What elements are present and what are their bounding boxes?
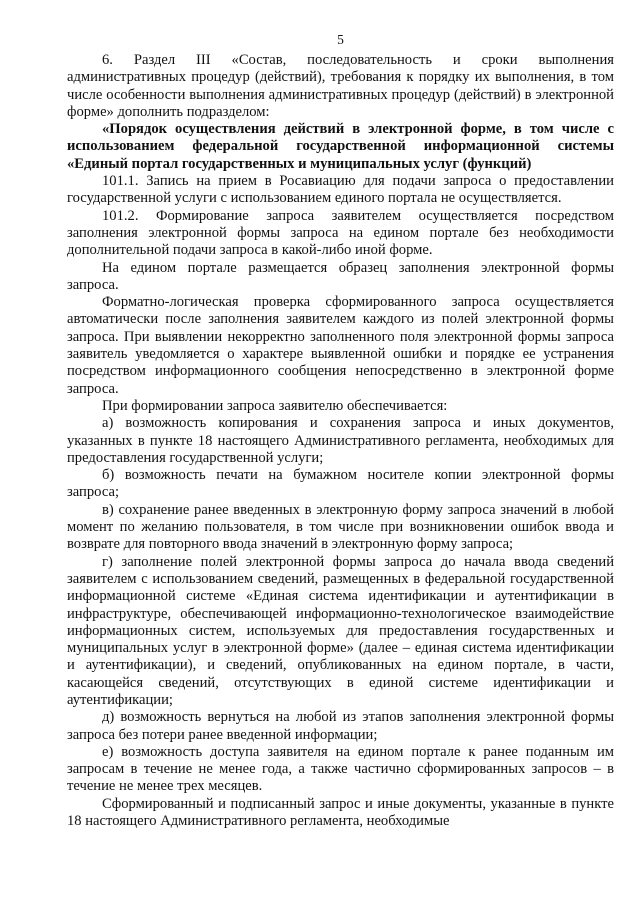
paragraph: 101.1. Запись на прием в Росавиацию для подачи запроса о предоставлении государственной услуги с использованием единого портала не осуществляется.	[67, 173, 614, 207]
paragraph: а) возможность копирования и сохранения запроса и иных документов, указанных в пункте 18 настоящего Административного регламента, необходимых для предоставления государственной услуги;	[67, 415, 614, 466]
paragraph: е) возможность доступа заявителя на едином портале к ранее поданным им запросам в течение не менее года, а также частично сформированных запросов – в течение не менее трех месяцев.	[67, 743, 614, 795]
paragraph: г) заполнение полей электронной формы запроса до начала ввода сведений заявителем с использованием сведений, размещенных в федеральной государственной информационной системе «Единая система идентификации и аутентификации в инфраструктуре, обеспечивающей информационно-технологическое взаимодействие информационных систем, используемых для предоставления государственных и муниципальных услуг в электронной форме» (далее – единая система идентификации и аутентификации), и сведений, опубликованных на едином портале, в части, касающейся сведений, отсутствующих в единой системе идентификации и аутентификации;	[67, 553, 614, 708]
paragraph: д) возможность вернуться на любой из этапов заполнения электронной формы запроса без потери ранее введенной информации;	[67, 709, 614, 743]
section-heading: «Порядок осуществления действий в электронной форме, в том числе с использованием федеральной государственной информационной системы «Единый портал государственных и муниципальных услуг (функций)	[67, 121, 614, 172]
paragraph: Сформированный и подписанный запрос и иные документы, указанные в пункте 18 настоящего Административного регламента, необходимые	[67, 795, 614, 830]
document-body	[67, 52, 614, 830]
paragraph: При формировании запроса заявителю обеспечивается:	[102, 397, 448, 414]
paragraph: 6. Раздел III «Состав, последовательность и сроки выполнения административных процедур (действий), требования к порядку их выполнения, в том числе особенности выполнения административных процедур (действий) в электронной форме» дополнить подразделом:	[67, 52, 614, 120]
paragraph: 101.2. Формирование запроса заявителем осуществляется посредством заполнения электронной формы запроса на едином портале без необходимости дополнительной подачи запроса в какой-либо иной форме.	[67, 207, 614, 259]
paragraph: Форматно-логическая проверка сформированного запроса осуществляется автоматически после заполнения заявителем каждого из полей электронной формы запроса. При выявлении некорректно заполненного поля электронной формы запроса заявитель уведомляется о характере выявленной ошибки и порядке ее устранения посредством информационного сообщения непосредственно в электронной форме запроса.	[67, 294, 614, 397]
paragraph: На едином портале размещается образец заполнения электронной формы запроса.	[67, 259, 614, 293]
paragraph: б) возможность печати на бумажном носителе копии электронной формы запроса;	[67, 467, 614, 501]
paragraph: в) сохранение ранее введенных в электронную форму запроса значений в любой момент по желанию пользователя, в том числе при возникновении ошибок ввода и возврате для повторного ввода значений в электронную форму запроса;	[67, 501, 614, 553]
page-number: 5	[337, 32, 344, 47]
